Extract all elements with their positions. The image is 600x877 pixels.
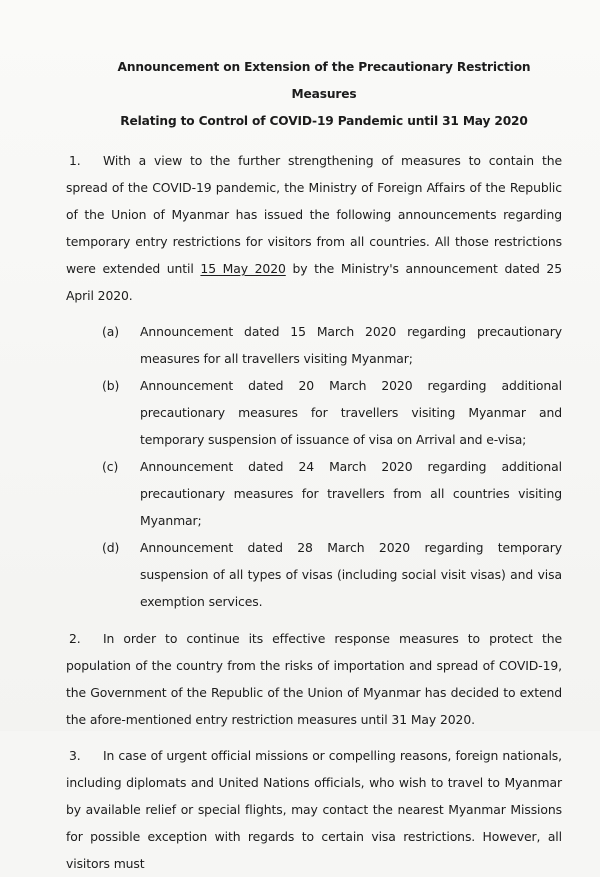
paragraph-text: In order to continue its effective response measures to protect the population of the country from the risks of importation and spread of COVID-19, the Government of the Republic of the Union of Myanmar has decided to extend the afore-mentioned entry restriction measures until 31 May 2020. bbox=[66, 631, 562, 727]
underlined-date: 15 May 2020 bbox=[200, 261, 286, 276]
paragraph-number: 3. bbox=[69, 748, 81, 763]
list-item-label: (a) bbox=[102, 324, 119, 339]
list-item-text: Announcement dated 15 March 2020 regarding precautionary measures for all travellers visiting Myanmar; bbox=[140, 324, 562, 366]
list-item-label: (d) bbox=[102, 540, 120, 555]
paragraph-number: 2. bbox=[69, 631, 81, 646]
list-item-text: Announcement dated 20 March 2020 regarding additional precautionary measures for travellers visiting Myanmar and temporary suspension of issuance of visa on Arrival and e-visa; bbox=[140, 378, 562, 447]
list-item-text: Announcement dated 24 March 2020 regarding additional precautionary measures for travellers from all countries visiting Myanmar; bbox=[140, 459, 562, 528]
paragraph-text: With a view to the further strengthening of measures to contain the spread of the COVID-19 pandemic, the Ministry of Foreign Affairs of the Republic of the Union of Myanmar has issued the following announcements regarding temporary entry restrictions for visitors from all countries. All those restrictions were extended until bbox=[66, 153, 562, 276]
paragraph-2 bbox=[66, 625, 562, 733]
list-item bbox=[66, 534, 562, 615]
paragraph-1 bbox=[66, 147, 562, 309]
list-item-text: Announcement dated 28 March 2020 regarding temporary suspension of all types of visas (including social visit visas) and visa exemption services. bbox=[140, 540, 562, 609]
list-item-label: (c) bbox=[102, 459, 119, 474]
paragraph-number: 1. bbox=[69, 153, 81, 168]
document-title bbox=[86, 54, 562, 135]
title-line-1: Announcement on Extension of the Precautionary Restriction Measures bbox=[117, 60, 531, 101]
paragraph-text: by the Ministry's announcement dated 25 April 2020. bbox=[66, 261, 562, 303]
paragraph-3 bbox=[66, 742, 562, 877]
list-item bbox=[66, 318, 562, 372]
title-line-2: Relating to Control of COVID-19 Pandemic until 31 May 2020 bbox=[120, 114, 528, 128]
list-item bbox=[66, 453, 562, 534]
list-item bbox=[66, 372, 562, 453]
paragraph-text: In case of urgent official missions or compelling reasons, foreign nationals, including diplomats and United Nations officials, who wish to travel to Myanmar by available relief or special flights, may contact the nearest Myanmar Missions for possible exception with regards to certain visa restrictions. However, all visitors must bbox=[66, 748, 562, 871]
announcement-list bbox=[66, 318, 562, 615]
list-item-label: (b) bbox=[102, 378, 120, 393]
